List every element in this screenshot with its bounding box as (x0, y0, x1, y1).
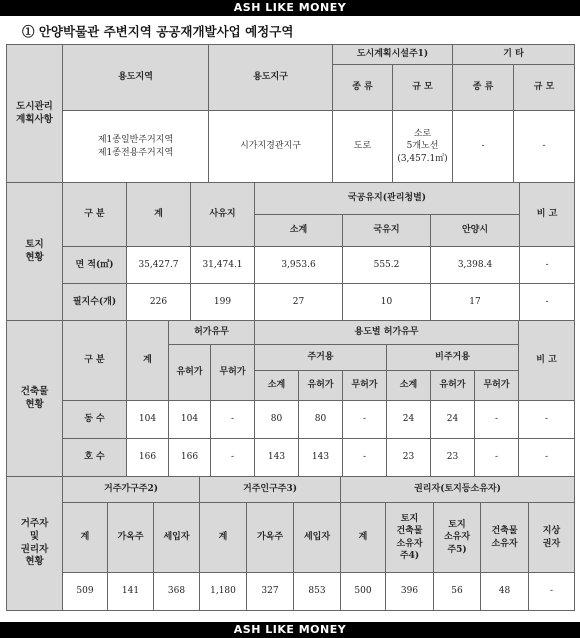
header-nonres-unpermitted: 무허가 (475, 371, 519, 401)
header-rights-holders: 권리자(토지등소유자) (341, 477, 575, 503)
header-residential: 주거용 (255, 345, 387, 371)
header-population-owners: 가옥주 (247, 503, 294, 573)
table-cell: - (519, 401, 575, 439)
table-cell: 23 (431, 439, 475, 477)
table-cell: 3,953.6 (255, 247, 343, 284)
value-facility-scale: 소로 5개노선 (3,457.1㎡) (393, 111, 453, 183)
table-cell: - (475, 401, 519, 439)
header-households-owners: 가옥주 (108, 503, 154, 573)
header-total: 계 (127, 321, 169, 401)
table-cell: - (475, 439, 519, 477)
table-cell: 166 (127, 439, 169, 477)
header-public-land: 국공유지(관리청별) (255, 183, 520, 215)
header-permit-status: 허가유무 (169, 321, 255, 345)
table-cell: 141 (108, 573, 154, 611)
header-residential-unpermitted: 무허가 (343, 371, 387, 401)
header-type: 종 류 (333, 65, 393, 111)
header-urban-facility: 도시계획시설주1) (333, 45, 453, 65)
header-population-total: 계 (200, 503, 247, 573)
header-category: 구 분 (63, 321, 127, 401)
header-land-owners: 토지 소유자 주5) (434, 503, 481, 573)
row-label-units-count: 호 수 (63, 439, 127, 477)
table-cell: 853 (294, 573, 341, 611)
section-label-residents: 거주자 및 권리자 현황 (7, 477, 63, 611)
table-cell: 3,398.4 (431, 247, 520, 284)
table-cell: 327 (247, 573, 294, 611)
table-cell: 555.2 (343, 247, 431, 284)
value-zoning-district: 제1종일반주거지역 제1종전용주거지역 (63, 111, 209, 183)
header-nonres-subtotal: 소계 (387, 371, 431, 401)
header-other: 기 타 (453, 45, 575, 65)
header-total: 계 (127, 183, 191, 247)
land-status-table (6, 182, 575, 321)
header-private-land: 사유지 (191, 183, 255, 247)
table-cell: 27 (255, 284, 343, 321)
header-permit-by-use: 용도별 허가유무 (255, 321, 519, 345)
residents-rights-table (6, 476, 575, 611)
table-cell: - (529, 573, 575, 611)
value-facility-type: 도로 (333, 111, 393, 183)
table-cell: 10 (343, 284, 431, 321)
header-scale: 규 모 (393, 65, 453, 111)
section-label-urban-plan: 도시관리 계획사항 (7, 45, 63, 183)
watermark-banner-bottom: ASH LIKE MONEY (0, 622, 580, 638)
header-building-owners: 건축물 소유자 (481, 503, 529, 573)
table-cell: 226 (127, 284, 191, 321)
header-anyang-city: 안양시 (431, 215, 520, 247)
value-other-type: - (453, 111, 514, 183)
table-cell: 143 (255, 439, 299, 477)
header-permitted: 유허가 (169, 345, 211, 401)
header-households-total: 계 (63, 503, 108, 573)
table-cell: 48 (481, 573, 529, 611)
table-cell: 17 (431, 284, 520, 321)
table-cell: 143 (299, 439, 343, 477)
header-resident-households: 거주가구주2) (63, 477, 200, 503)
table-cell: - (343, 401, 387, 439)
header-nonres-permitted: 유허가 (431, 371, 475, 401)
row-label-parcels: 필지수(개) (63, 284, 127, 321)
table-cell: - (211, 401, 255, 439)
table-cell: 396 (386, 573, 434, 611)
table-cell: - (343, 439, 387, 477)
section-label-land: 토지 현황 (7, 183, 63, 321)
table-cell: 56 (434, 573, 481, 611)
table-cell: - (520, 284, 575, 321)
header-rights-total: 계 (341, 503, 386, 573)
table-cell: 368 (154, 573, 200, 611)
header-remarks: 비 고 (520, 183, 575, 247)
header-population-tenants: 세입자 (294, 503, 341, 573)
table-cell: 24 (431, 401, 475, 439)
table-cell: 509 (63, 573, 108, 611)
table-cell: - (519, 439, 575, 477)
header-subtotal: 소계 (255, 215, 343, 247)
table-cell: 166 (169, 439, 211, 477)
value-zoning-area: 시가지경관지구 (209, 111, 333, 183)
table-cell: - (520, 247, 575, 284)
header-zoning-district: 용도지역 (63, 45, 209, 111)
header-resident-population: 거주인구주3) (200, 477, 341, 503)
table-cell: 1,180 (200, 573, 247, 611)
header-households-tenants: 세입자 (154, 503, 200, 573)
urban-plan-table (6, 44, 575, 183)
header-residential-permitted: 유허가 (299, 371, 343, 401)
row-label-area: 면 적(㎡) (63, 247, 127, 284)
table-cell: 199 (191, 284, 255, 321)
table-cell: 80 (299, 401, 343, 439)
header-non-residential: 비주거용 (387, 345, 519, 371)
table-cell: 24 (387, 401, 431, 439)
header-national-land: 국유지 (343, 215, 431, 247)
header-category: 구 분 (63, 183, 127, 247)
table-cell: 104 (127, 401, 169, 439)
header-residential-subtotal: 소계 (255, 371, 299, 401)
table-cell: 500 (341, 573, 386, 611)
table-cell: 104 (169, 401, 211, 439)
header-other-type: 종 류 (453, 65, 514, 111)
section-title: ① 안양박물관 주변지역 공공재개발사업 예정구역 (22, 24, 294, 39)
row-label-buildings-count: 동 수 (63, 401, 127, 439)
building-status-table (6, 320, 575, 477)
table-cell: - (211, 439, 255, 477)
header-zoning-area: 용도지구 (209, 45, 333, 111)
table-cell: 23 (387, 439, 431, 477)
table-cell: 80 (255, 401, 299, 439)
section-label-buildings: 건축물 현황 (7, 321, 63, 477)
table-cell: 35,427.7 (127, 247, 191, 284)
value-other-scale: - (514, 111, 575, 183)
header-unpermitted: 무허가 (211, 345, 255, 401)
header-remarks: 비 고 (519, 321, 575, 401)
table-cell: 31,474.1 (191, 247, 255, 284)
header-surface-rights: 지상 권자 (529, 503, 575, 573)
watermark-banner-top: ASH LIKE MONEY (0, 0, 580, 16)
header-other-scale: 규 모 (514, 65, 575, 111)
header-land-building-owners: 토지 건축물 소유자 주4) (386, 503, 434, 573)
